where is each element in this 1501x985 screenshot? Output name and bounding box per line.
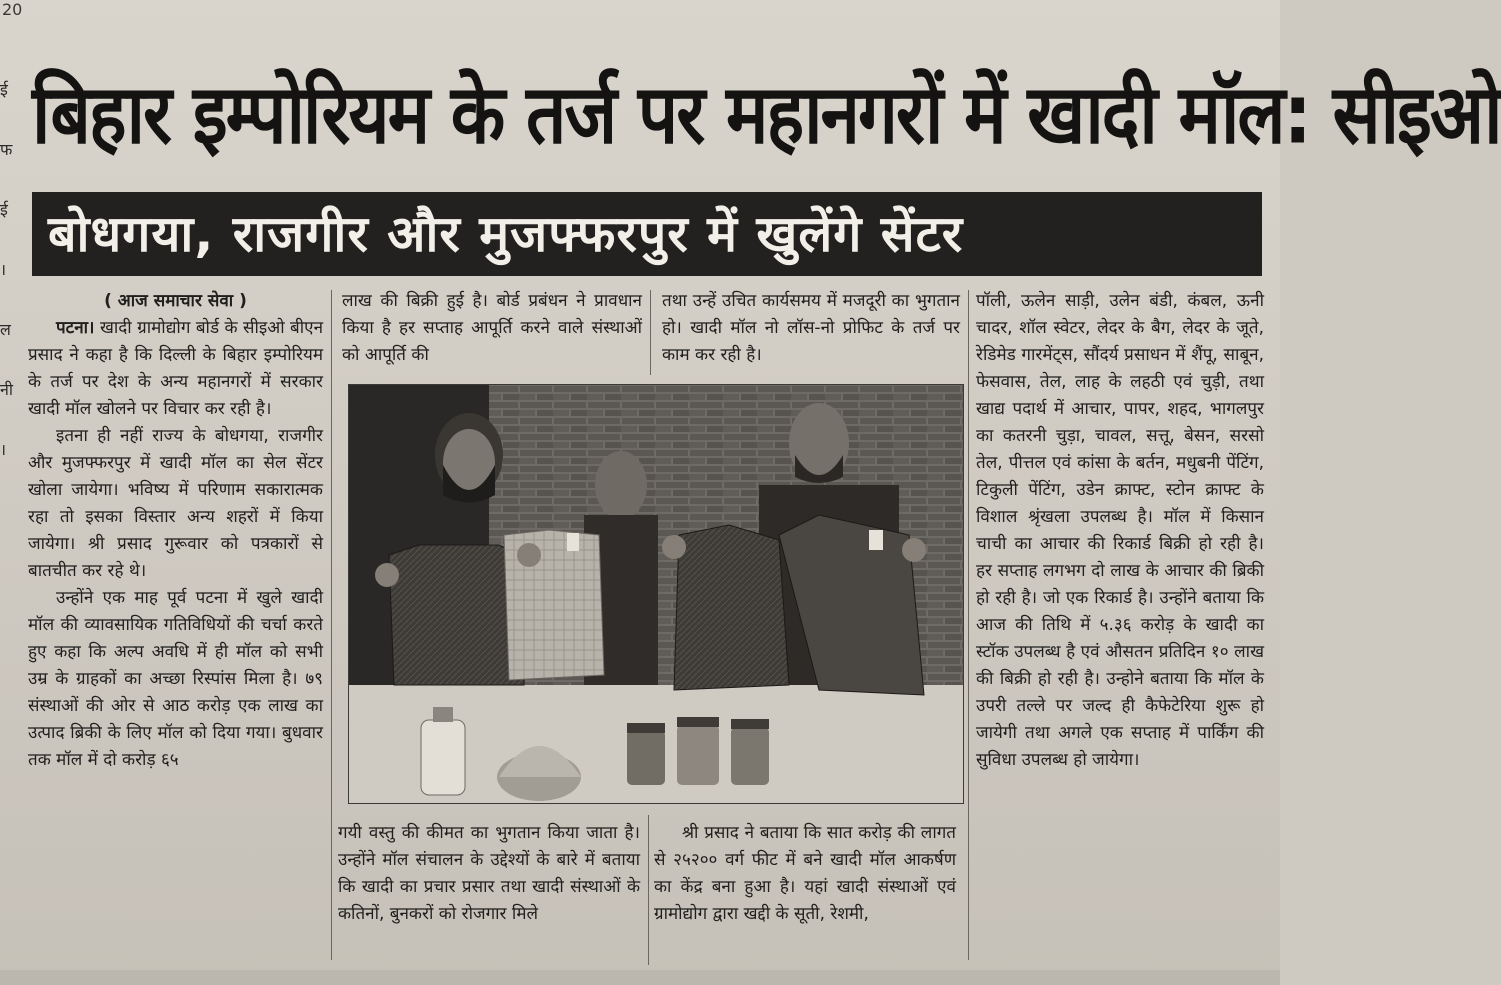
- previous-column-fragments: [0, 60, 16, 480]
- paragraph: खादी ग्रामोद्योग बोर्ड के सीइओ बीएन प्रसाद ने कहा है कि दिल्ली के बिहार इम्पोरियम के तर्ज पर देश के अन्य महानगरों में सरकार खादी मॉल खोलने पर विचार कर रही है।: [28, 318, 324, 419]
- article-column-4: [976, 288, 1264, 774]
- news-service-credit: ( आज समाचार सेवा ): [104, 291, 247, 311]
- news-photo: [348, 384, 964, 804]
- article-column-2-bottom: [338, 820, 640, 928]
- paragraph: उन्होंने एक माह पूर्व पटना में खुले खादी मॉल की व्यावसायिक गतिविधियों की चर्चा करते हुए कहा कि अल्प अवधि में ही मॉल को सभी उम्र के ग्राहकों का अच्छा रिस्पांस मिला है। ७९ संस्थाओं की ओर से आठ करोड़ एक लाख का उत्पाद ब्रिकी के लिए मॉल को दिया गया। बुधवार तक मॉल में दो करोड़ ६५: [28, 588, 323, 770]
- paragraph: गयी वस्तु की कीमत का भुगतान किया जाता है। उन्होंने मॉल संचालन के उद्देश्यों के बारे में बताया कि खादी का प्रचार प्रसार तथा खादी संस्थाओं के कतिनों, बुनकरों को रोजगार मिले: [338, 823, 640, 924]
- fragment: फ: [0, 140, 13, 159]
- dateline: पटना।: [56, 318, 95, 338]
- photo-illustration: [349, 385, 963, 803]
- article-column-1: [28, 288, 323, 774]
- article-column-3-top: [662, 288, 960, 369]
- paragraph: लाख की बिक्री हुई है। बोर्ड प्रबंधन ने प्रावधान किया है हर सप्ताह आपूर्ति करने वाले संस्थाओं को आपूर्ति की: [342, 291, 642, 365]
- paragraph: इतना ही नहीं राज्य के बोधगया, राजगीर और मुजफ्फरपुर में खादी मॉल का सेल सेंटर खोला जायेगा। भविष्य में परिणाम सकारात्मक रहा तो इसका विस्तार अन्य शहरों में किया जायेगा। श्री प्रसाद गुरूवार को पत्रकारों से बातचीत कर रहे थे।: [28, 426, 323, 581]
- column-rule: [968, 290, 969, 960]
- headline: बिहार इम्पोरियम के तर्ज पर महानगरों में खादी मॉल: सीइओ: [32, 66, 1501, 163]
- article-column-2-top: [342, 288, 642, 369]
- paragraph: तथा उन्हें उचित कार्यसमय में मजदूरी का भुगतान हो। खादी मॉल नो लॉस-नो प्रोफिट के तर्ज पर काम कर रही है।: [662, 291, 960, 365]
- fragment: ल: [0, 320, 11, 339]
- page-corner-number: 20: [2, 0, 23, 19]
- fragment: ई: [0, 80, 8, 99]
- fragment: ।: [0, 440, 7, 459]
- column-rule: [650, 290, 651, 375]
- fragment: नी: [0, 380, 14, 399]
- fragment: ई: [0, 200, 8, 219]
- column-rule: [331, 290, 332, 960]
- column-rule: [648, 815, 649, 965]
- fragment: ।: [0, 260, 7, 279]
- subheadline: बोधगया, राजगीर और मुजफ्फरपुर में खुलेंगे सेंटर: [48, 205, 964, 263]
- article-column-3-bottom: [654, 820, 956, 928]
- paragraph: श्री प्रसाद ने बताया कि सात करोड़ की लागत से २५२०० वर्ग फीट में बने खादी मॉल आकर्षण का केंद्र बना हुआ है। यहां खादी संस्थाओं एवं ग्रामोद्योग द्वारा खद्दी के सूती, रेशमी,: [654, 823, 956, 924]
- next-article-edge: [0, 970, 1280, 985]
- paragraph: पॉली, ऊलेन साड़ी, उलेन बंडी, कंबल, ऊनी चादर, शॉल स्वेटर, लेदर के बैग, लेदर के जूते, रेडिमेड गारमेंट्स, सौंदर्य प्रसाधन में शैंपू, साबून, फेसवास, तेल, लाह के लहठी एवं चुड़ी, तथा खाद्य पदार्थ में आचार, पापर, शहद, भागलपुर का कतरनी चुड़ा, चावल, सत्तू, बेसन, सरसो तेल, पीत्तल एवं कांसा के बर्तन, मधुबनी पेंटिंग, टिकुली पेंटिंग, उडेन क्राफ्ट, स्टोन क्राफ्ट के विशाल श्रृंखला उपलब्ध है। मॉल में किसान चाची का आचार की रिकार्ड बिक्री हो रही है। हर सप्ताह लगभग दो लाख के आचार की ब्रिकी हो रही है। जो एक रिकार्ड है। उन्होंने बताया कि आज की तिथि में ५.३६ करोड़ के खादी का स्टॉक उपलब्ध है एवं औसतन प्रतिदिन १० लाख की बिक्री हो रही है। उन्होने बताया कि मॉल के उपरी तल्ले पर जल्द ही कैफेटेरिया शुरू हो जायेगी तथा अगले एक सप्ताह में पार्किंग की सुविधा उपलब्ध हो जायेगा।: [976, 291, 1264, 770]
